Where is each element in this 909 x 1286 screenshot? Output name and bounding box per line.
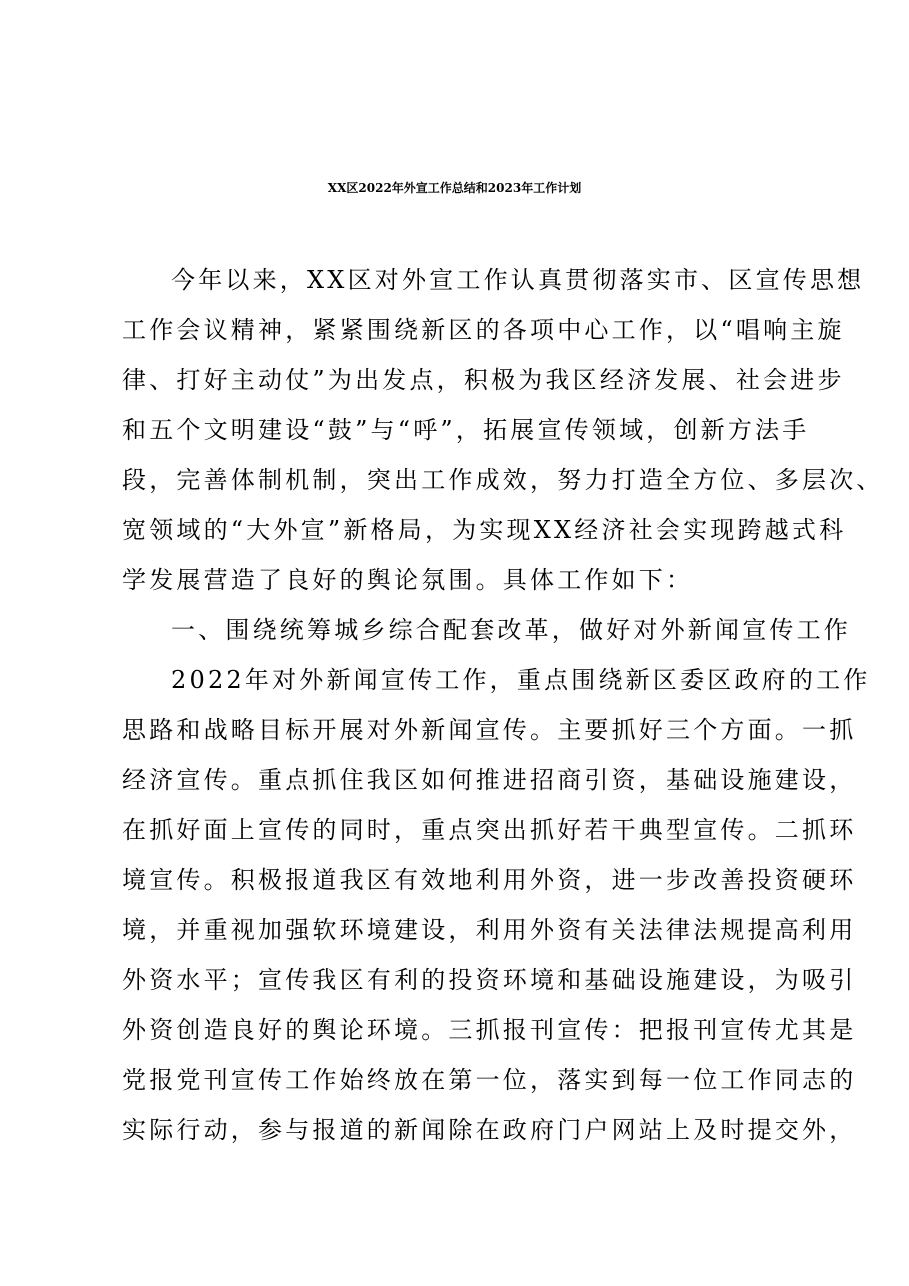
- section-heading: 一、围绕统筹城乡综合配套改革，做好对外新闻宣传工作: [171, 616, 851, 644]
- paragraph-line: 学发展营造了良好的舆论氛围。具体工作如下：: [122, 566, 694, 594]
- paragraph-line: 今年以来，XX区对外宣工作认真贯彻落实市、区宣传思想: [171, 266, 865, 294]
- paragraph-line: 经济宣传。重点抓住我区如何推进招商引资，基础设施建设，: [122, 766, 857, 794]
- paragraph-line: 在抓好面上宣传的同时，重点突出抓好若干典型宣传。二抓环: [122, 816, 857, 844]
- paragraph-line: 和五个文明建设“鼓”与“呼”，拓展宣传领域，创新方法手: [122, 416, 810, 444]
- paragraph-line: 党报党刊宣传工作始终放在第一位，落实到每一位工作同志的: [122, 1066, 857, 1094]
- paragraph-line: 外资创造良好的舆论环境。三抓报刊宣传：把报刊宣传尤其是: [122, 1016, 857, 1044]
- paragraph-line: 外资水平；宣传我区有利的投资环境和基础设施建设，为吸引: [122, 966, 857, 994]
- paragraph-line: 段，完善体制机制，突出工作成效，努力打造全方位、多层次、: [122, 466, 884, 494]
- paragraph-line: 工作会议精神，紧紧围绕新区的各项中心工作，以“唱响主旋: [122, 316, 845, 344]
- paragraph-line: 律、打好主动仗”为出发点，积极为我区经济发展、社会进步: [122, 366, 845, 394]
- document-title: XX区2022年外宣工作总结和2023年工作计划: [327, 181, 582, 195]
- paragraph-line: 境宣传。积极报道我区有效地利用外资，进一步改善投资硬环: [122, 866, 857, 894]
- paragraph-line: 实际行动，参与报道的新闻除在政府门户网站上及时提交外，: [122, 1116, 857, 1144]
- paragraph-line: 思路和战略目标开展对外新闻宣传。主要抓好三个方面。一抓: [122, 716, 857, 744]
- paragraph-line: 2022年对外新闻宣传工作，重点围绕新区委区政府的工作: [171, 666, 871, 694]
- paragraph-line: 宽领域的“大外宣”新格局，为实现XX经济社会实现跨越式科: [122, 516, 847, 544]
- paragraph-line: 境，并重视加强软环境建设，利用外资有关法律法规提高利用: [122, 916, 857, 944]
